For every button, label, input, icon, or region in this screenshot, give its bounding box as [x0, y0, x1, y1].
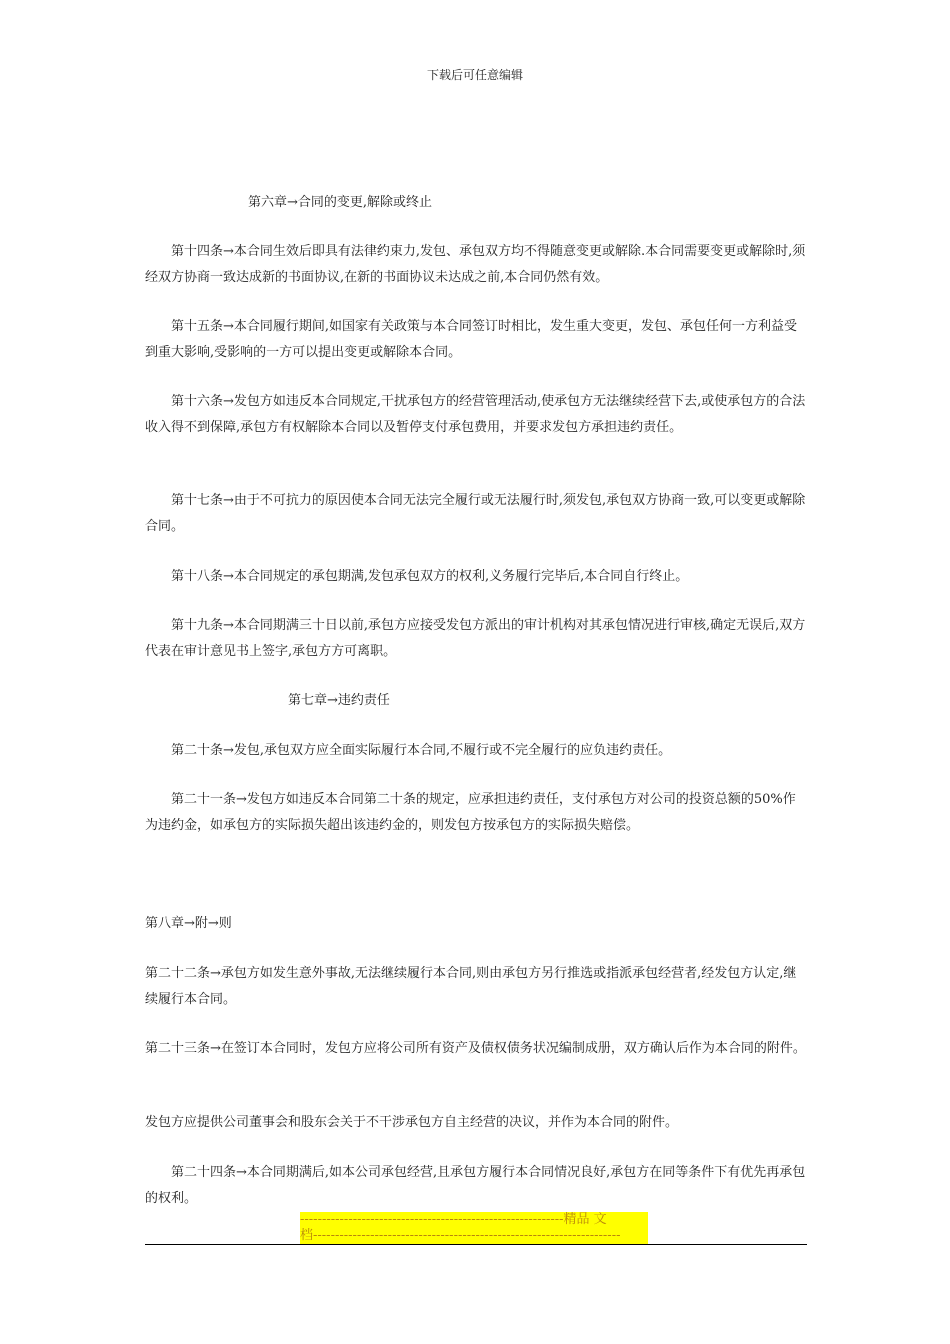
chapter-8-title: 第八章→附→则 — [145, 916, 232, 931]
article-17: 第十七条→由于不可抗力的原因使本合同无法完全履行或无法履行时,须发包,承包双方协商一致,可以变更或解除合同。 — [145, 493, 806, 534]
article-16: 第十六条→发包方如违反本合同规定,干扰承包方的经营管理活动,使承包方无法继续经营下去,或使承包方的合法收入得不到保障,承包方有权解除本合同以及暂停支付承包费用，并要求发包方承担违约责任。 — [145, 394, 806, 435]
article-20: 第二十条→发包,承包双方应全面实际履行本合同,不履行或不完全履行的应负违约责任。 — [171, 743, 672, 758]
article-21: 第二十一条→发包方如违反本合同第二十条的规定，应承担违约责任，支付承包方对公司的投资总额的50%作为违约金，如承包方的实际损失超出该违约金的，则发包方按承包方的实际损失赔偿。 — [145, 792, 796, 833]
chapter-6-title: 第六章→合同的变更,解除或终止 — [248, 195, 433, 210]
article-18: 第十八条→本合同规定的承包期满,发包承包双方的权利,义务履行完毕后,本合同自行终止。 — [171, 569, 689, 584]
footer-divider — [145, 1244, 807, 1245]
article-23: 第二十三条→在签订本合同时，发包方应将公司所有资产及债权债务状况编制成册，双方确认后作为本合同的附件。 — [145, 1041, 806, 1056]
article-24: 第二十四条→本合同期满后,如本公司承包经营,且承包方履行本合同情况良好,承包方在同等条件下有优先再承包的权利。 — [145, 1165, 806, 1206]
article-23-supplement: 发包方应提供公司董事会和股东会关于不干涉承包方自主经营的决议，并作为本合同的附件。 — [145, 1115, 679, 1130]
article-19: 第十九条→本合同期满三十日以前,承包方应接受发包方派出的审计机构对其承包情况进行审核,确定无误后,双方代表在审计意见书上签字,承包方方可离职。 — [145, 618, 806, 659]
chapter-7-title: 第七章→违约责任 — [288, 693, 390, 708]
article-15: 第十五条→本合同履行期间,如国家有关政策与本合同签订时相比，发生重大变更，发包、承包任何一方利益受到重大影响,受影响的一方可以提出变更或解除本合同。 — [145, 319, 798, 360]
page-header: 下载后可任意编辑 — [426, 68, 523, 82]
footer-watermark-line-1: ------------------------------------------------------------精品 文 — [300, 1212, 648, 1228]
article-14: 第十四条→本合同生效后即具有法律约束力,发包、承包双方均不得随意变更或解除.本合同需要变更或解除时,须经双方协商一致达成新的书面协议,在新的书面协议未达成之前,本合同仍然有效。 — [145, 244, 806, 285]
article-22: 第二十二条→承包方如发生意外事故,无法继续履行本合同,则由承包方另行推选或指派承包经营者,经发包方认定,继续履行本合同。 — [145, 966, 797, 1007]
footer-watermark-line-2: 档---------------------------------------------------------------------- — [300, 1228, 648, 1244]
